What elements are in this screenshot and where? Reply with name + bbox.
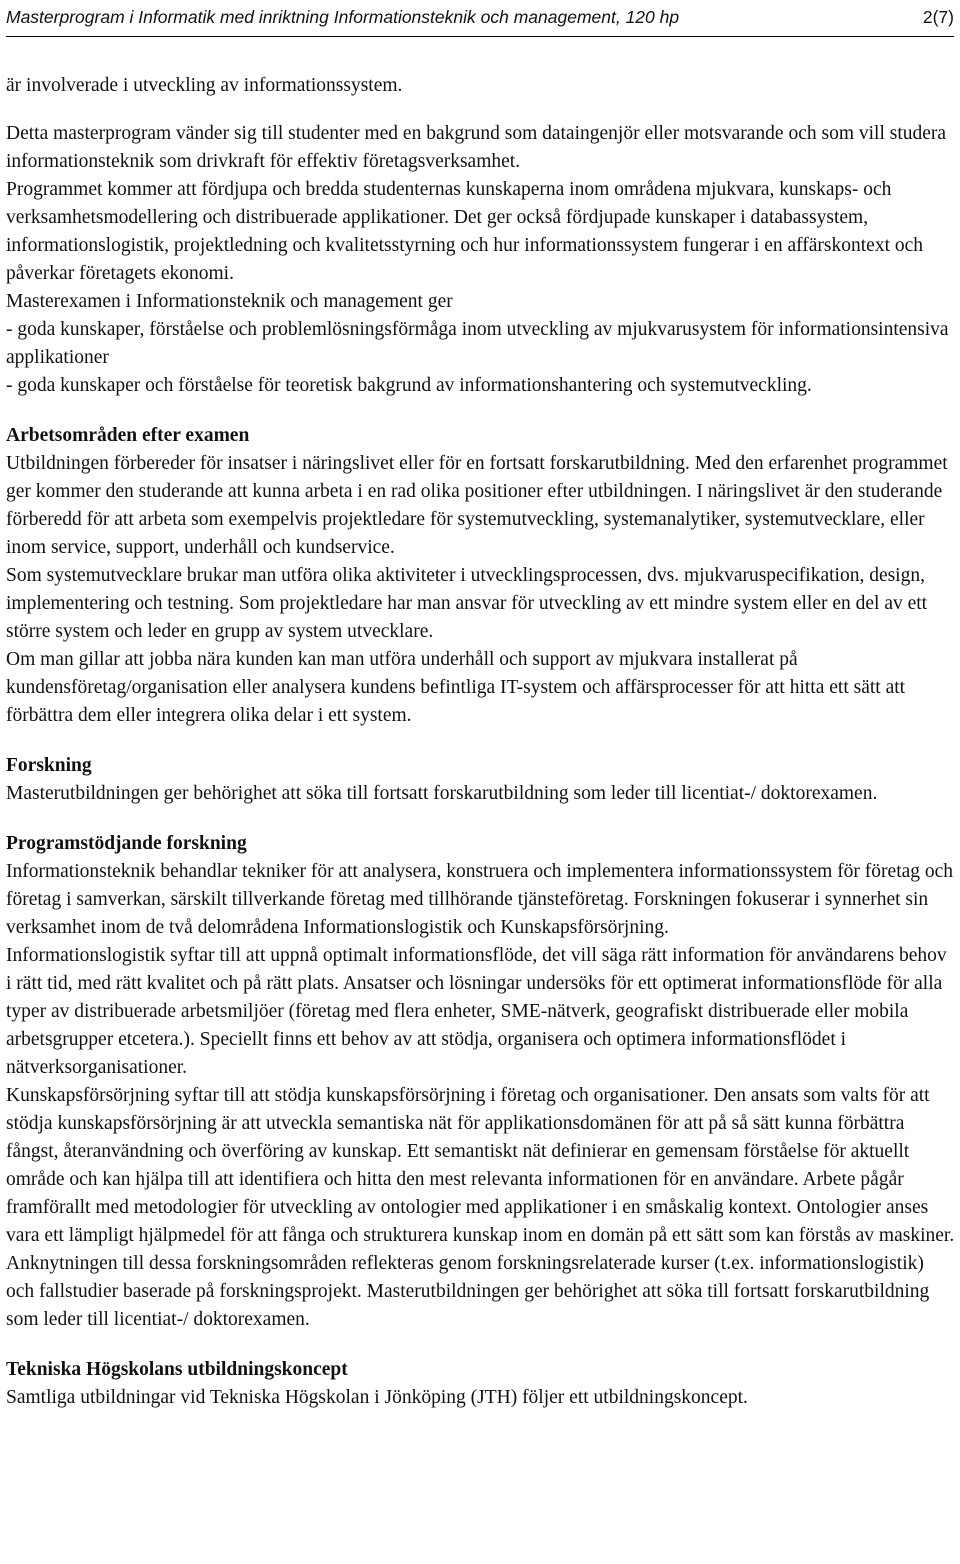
section-heading: Forskning: [6, 755, 92, 776]
section-heading: Arbetsområden efter examen: [6, 425, 250, 446]
paragraph: Programmet kommer att fördjupa och bredda studenternas kunskaperna inom områdena mjukvara, kunskaps- och verksamhetsmodellering och distribuerade applikationer. Det ger också fördjupade kunskaper i databassystem, informationslogistik, projektledning och kvalitetsstyrning och hur informationssystem fungerar i en affärskontext och påverkar företagets ekonomi.: [6, 179, 924, 284]
list-item: - goda kunskaper och förståelse för teoretisk bakgrund av informationshantering och systemutveckling.: [6, 375, 812, 396]
paragraph: Informationslogistik syftar till att uppnå optimalt informationsflöde, det vill säga rätt information för användarens behov i rätt tid, med rätt kvalitet och på rätt plats. Ansatser och lösningar undersöks för ett optimerat informationsflöde för alla typer av distribuerade arbetsmiljöer (företag med flera enheter, SME-nätverk, geografiskt distribuerade eller mobila arbetsgrupper etcetera.). Speciellt finns ett behov av att stödja, organisera och optimera informationsflödet i nätverksorganisationer.: [6, 945, 947, 1078]
paragraph: Masterexamen i Informationsteknik och management ger: [6, 291, 453, 312]
paragraph: Detta masterprogram vänder sig till studenter med en bakgrund som dataingenjör eller motsvarande och som vill studera informationsteknik som drivkraft för effektiv företagsverksamhet.: [6, 123, 947, 172]
list-item: - goda kunskaper, förståelse och problemlösningsförmåga inom utveckling av mjukvarusystem för informationsintensiva applikationer: [6, 319, 949, 368]
paragraph: Samtliga utbildningar vid Tekniska Högskolan i Jönköping (JTH) följer ett utbildningskoncept.: [6, 1387, 748, 1408]
paragraph: Informationsteknik behandlar tekniker för att analysera, konstruera och implementera informationssystem för företag och företag i samverkan, särskilt tillverkande företag med tillhörande tjänsteföretag. Forskningen fokuserar i synnerhet sin verksamhet inom de två delområdena Informationslogistik och Kunskapsförsörjning.: [6, 861, 954, 938]
paragraph: Anknytningen till dessa forskningsområden reflekteras genom forskningsrelaterade kurser (t.ex. informationslogistik) och fallstudier baserade på forskningsprojekt. Masterutbildningen ger behörighet att söka till fortsatt forskarutbildning som leder till licentiat-/ doktorexamen.: [6, 1253, 930, 1330]
paragraph: Masterutbildningen ger behörighet att söka till fortsatt forskarutbildning som leder till licentiat-/ doktorexamen.: [6, 783, 878, 804]
paragraph: Kunskapsförsörjning syftar till att stödja kunskapsförsörjning i företag och organisationer. Den ansats som valts för att stödja kunskapsförsörjning är att utveckla semantiska nät för applikationsdomänen för att på så sätt kunna förbättra fångst, återanvändning och överföring av kunskap. Ett semantiskt nät definierar en gemensam förståelse för aktuellt område och kan hjälpa till att identifiera och hitta den mest relevanta informationen för en användare. Arbete pågår framförallt med metodologier för utveckling av ontologier med applikationer i en småskalig kontext. Ontologier anses vara ett lämpligt hjälpmedel för att fånga och strukturera kunskap inom en domän på ett sätt som kan förstås av maskiner.: [6, 1085, 955, 1246]
page-header: [6, 2, 954, 37]
section-heading: Programstödjande forskning: [6, 833, 247, 854]
document-body: [6, 72, 956, 1412]
paragraph: är involverade i utveckling av informationssystem.: [6, 75, 403, 96]
page-number: 2(7): [922, 7, 954, 27]
document-title: Masterprogram i Informatik med inriktning Informationsteknik och management, 120 hp: [6, 7, 680, 27]
paragraph: Utbildningen förbereder för insatser i näringslivet eller för en fortsatt forskarutbildning. Med den erfarenhet programmet ger kommer den studerande att kunna arbeta i en rad olika positioner efter utbildningen. I näringslivet är den studerande förberedd för att arbeta som exempelvis projektledare för systemutveckling, systemanalytiker, systemutvecklare, eller inom service, support, underhåll och kundservice.: [6, 453, 948, 558]
paragraph: Om man gillar att jobba nära kunden kan man utföra underhåll och support av mjukvara installerat på kundensföretag/organisation eller analysera kundens befintliga IT-system och affärsprocesser för att hitta ett sätt att förbättra dem eller integrera olika delar i ett system.: [6, 649, 906, 726]
section-heading: Tekniska Högskolans utbildningskoncept: [6, 1359, 348, 1380]
paragraph: Som systemutvecklare brukar man utföra olika aktiviteter i utvecklingsprocessen, dvs. mjukvaruspecifikation, design, implementering och testning. Som projektledare har man ansvar för utveckling av ett mindre system eller en del av ett större system och leder en grupp av system utvecklare.: [6, 565, 928, 642]
